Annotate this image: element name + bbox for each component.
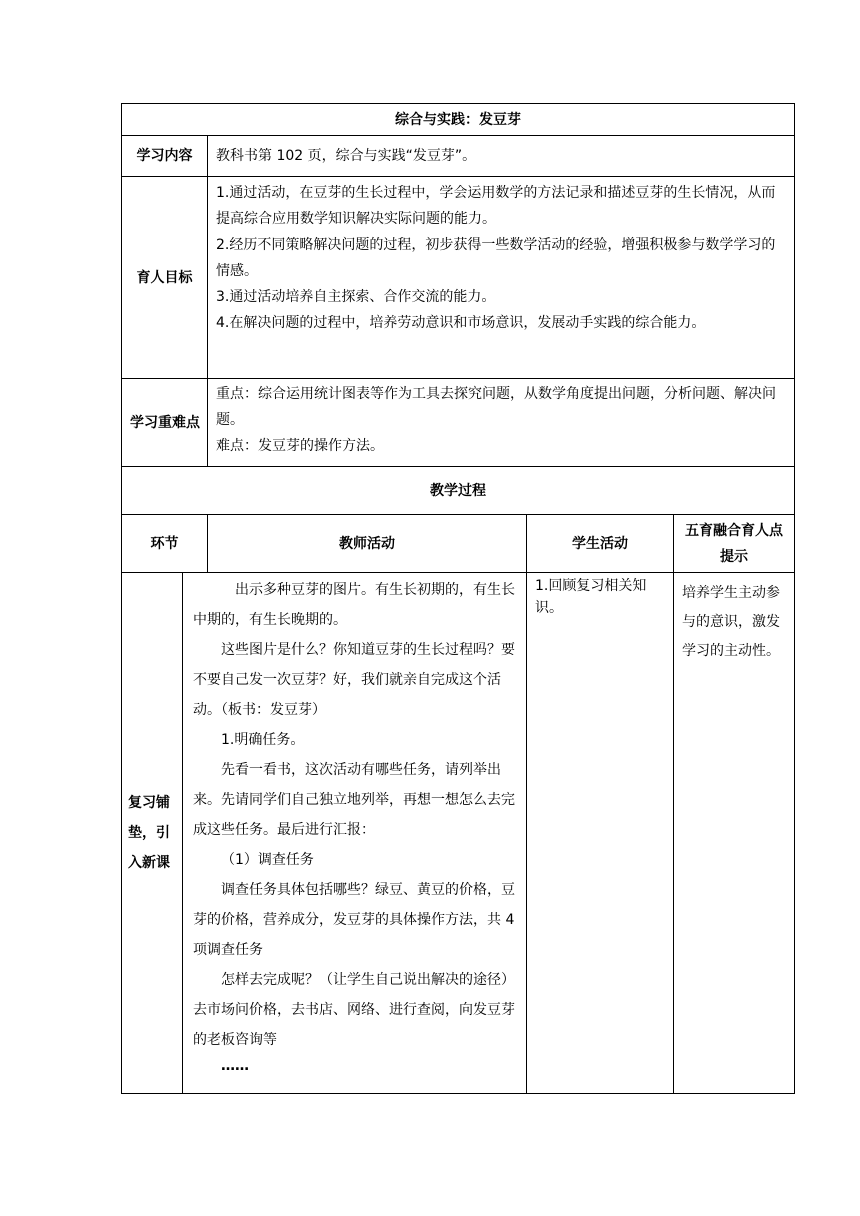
- col-header-tips: 五育融合育人点提示: [674, 515, 795, 573]
- tips-cell: 培养学生主动参与的意识，激发学习的主动性。: [674, 573, 795, 1094]
- goals-label: 育人目标: [122, 177, 208, 379]
- teacher-paragraph: 这些图片是什么？你知道豆芽的生长过程吗？要不要自己发一次豆芽？好，我们就亲自完成这个活动。（板书：发豆芽）: [193, 642, 515, 718]
- teacher-paragraph: 调查任务具体包括哪些？绿豆、黄豆的价格，豆芽的价格，营养成分，发豆芽的具体操作方法，共 4 项调查任务: [193, 882, 515, 958]
- key-points-label: 学习重难点: [122, 379, 208, 467]
- difficulty-text: 难点：发豆芽的操作方法。: [216, 438, 384, 454]
- teacher-paragraph: 怎样去完成呢？（让学生自己说出解决的途径）去市场问价格，去书店、网络、进行查阅，向发豆芽的老板咨询等: [193, 972, 515, 1048]
- teacher-paragraph: 出示多种豆芽的图片。有生长初期的，有生长中期的，有生长晚期的。: [193, 582, 515, 628]
- study-content-label: 学习内容: [122, 136, 208, 177]
- goals-list: [208, 177, 795, 379]
- teacher-paragraph: （1）调查任务: [221, 852, 314, 868]
- lesson-plan: [121, 103, 794, 1094]
- study-content-value: 教科书第 102 页，综合与实践“发豆芽”。: [208, 136, 795, 177]
- col-header-student: 学生活动: [527, 515, 674, 573]
- stage-cell: 复习铺垫，引入新课: [122, 573, 183, 1094]
- goal-item: 3.通过活动培养自主探索、合作交流的能力。: [216, 289, 496, 305]
- col-header-stage: 环节: [122, 515, 208, 573]
- key-points-content: [208, 379, 795, 467]
- teacher-paragraph: ……: [221, 1058, 249, 1074]
- lesson-title: 综合与实践：发豆芽: [122, 104, 795, 136]
- goal-item: 4.在解决问题的过程中，培养劳动意识和市场意识，发展动手实践的综合能力。: [216, 315, 706, 331]
- col-header-teacher: 教师活动: [208, 515, 527, 573]
- key-point-text: 重点：综合运用统计图表等作为工具去探究问题，从数学角度提出问题，分析问题、解决问题。: [216, 386, 776, 428]
- teacher-paragraph: 先看一看书，这次活动有哪些任务，请列举出来。先请同学们自己独立地列举，再想一想怎么去完成这些任务。最后进行汇报：: [193, 762, 515, 838]
- teacher-activity: [183, 573, 527, 1094]
- goal-item: 2.经历不同策略解决问题的过程，初步获得一些数学活动的经验，增强积极参与数学学习的情感。: [216, 237, 776, 279]
- process-title: 教学过程: [122, 467, 795, 515]
- goal-item: 1.通过活动，在豆芽的生长过程中，学会运用数学的方法记录和描述豆芽的生长情况，从而提高综合应用数学知识解决实际问题的能力。: [216, 185, 776, 227]
- teacher-paragraph: 1.明确任务。: [221, 732, 305, 748]
- student-activity: 1.回顾复习相关知识。: [527, 573, 674, 1094]
- lesson-table: [121, 103, 795, 1094]
